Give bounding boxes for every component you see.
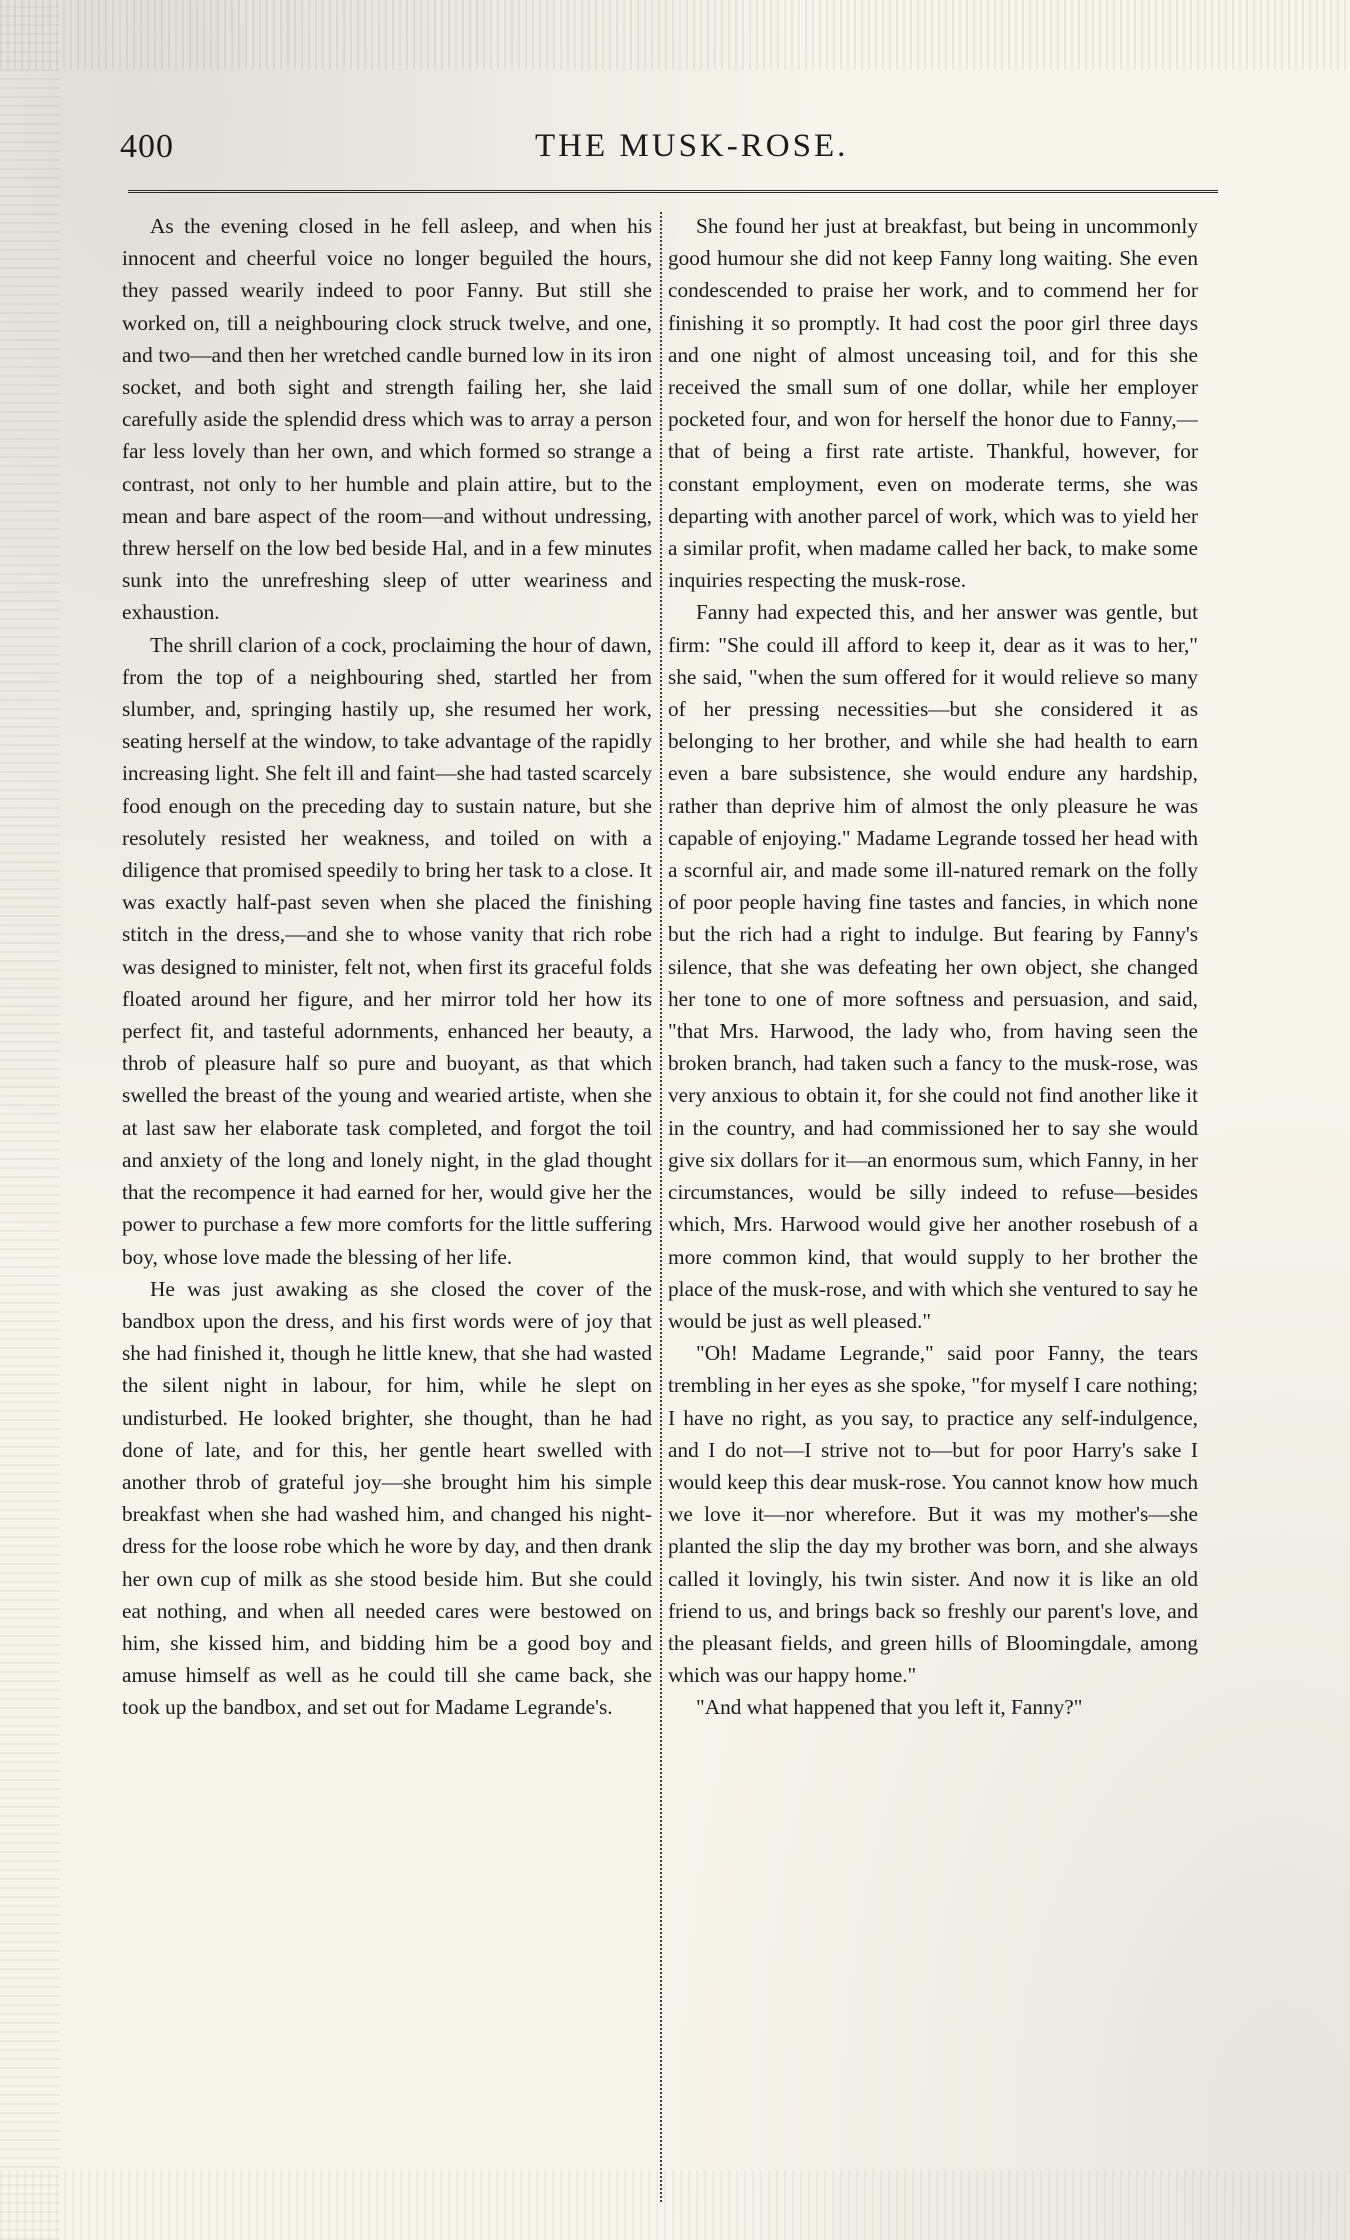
- paragraph: He was just awaking as she closed the cover of the bandbox upon the dress, and his first words were of joy that she had finished it, though he little knew, that she had wasted the silent night in labour, for him, while he slept on undisturbed. He looked brighter, she thought, than he had done of late, and for this, her gentle heart swelled with another throb of grateful joy—she brought him his simple breakfast when she had washed him, and changed his night-dress for the loose robe which he wore by day, and then drank her own cup of milk as she stood beside him. But she could eat nothing, and when all needed cares were bestowed on him, she kissed him, and bidding him be a good boy and amuse himself as well as he could till she came back, she took up the bandbox, and set out for Madame Legrande's.: [122, 1276, 652, 1720]
- header-rule: [128, 190, 1218, 193]
- paragraph: "Oh! Madame Legrande," said poor Fanny, the tears trembling in her eyes as she spoke, "for myself I care nothing; I have no right, as you say, to practice any self-indulgence, and I do not—I strive not to—but for poor Harry's sake I would keep this dear musk-rose. You cannot know how much we love it—nor wherefore. But it was my mother's—she planted the slip the day my brother was born, and she always called it lovingly, his twin sister. And now it is like an old friend to us, and brings back so freshly our parent's love, and the pleasant fields, and green hills of Bloomingdale, among which was our happy home.": [668, 1341, 1198, 1688]
- paragraph: She found her just at breakfast, but being in uncommonly good humour she did not keep Fanny long waiting. She even condescended to praise her work, and to commend her for finishing it so promptly. It had cost the poor girl three days and one night of almost unceasing toil, and for this she received the small sum of one dollar, while her employer pocketed four, and won for herself the honor due to Fanny,—that of being a first rate artiste. Thankful, however, for constant employment, even on moderate terms, she was departing with another parcel of work, which was to yield her a similar profit, when madame called her back, to make some inquiries respecting the musk-rose.: [668, 214, 1198, 593]
- paragraph: The shrill clarion of a cock, proclaiming the hour of dawn, from the top of a neighbouring shed, startled her from slumber, and, springing hastily up, she resumed her work, seating herself at the window, to take advantage of the rapidly increasing light. She felt ill and faint—she had tasted scarcely food enough on the preceding day to sustain nature, but she resolutely resisted her weakness, and toiled on with a diligence that promised speedily to bring her task to a close. It was exactly half-past seven when she placed the finishing stitch in the dress,—and she to whose vanity that rich robe was designed to minister, felt not, when first its graceful folds floated around her figure, and her mirror told her how its perfect fit, and tasteful adornments, enhanced her beauty, a throb of pleasure half so pure and buoyant, as that which swelled the breast of the young and wearied artiste, when she at last saw her elaborate task completed, and forgot the toil and anxiety of the long and lonely night, in the glad thought that the recompence it had earned for her, would give her the power to purchase a few more comforts for the little suffering boy, whose love made the blessing of her life.: [122, 632, 652, 1269]
- paragraph: Fanny had expected this, and her answer was gentle, but firm: "She could ill afford to keep it, dear as it was to her," she said, "when the sum offered for it would relieve so many of her pressing necessities—but she considered it as belonging to her brother, and while she had health to earn even a bare subsistence, she would endure any hardship, rather than deprive him of almost the only pleasure he was capable of enjoying." Madame Legrande tossed her head with a scornful air, and made some ill-natured remark on the folly of poor people having fine tastes and fancies, in which none but the rich had a right to indulge. But fearing by Fanny's silence, that she was defeating her own object, she changed her tone to one of more softness and persuasion, and said, "that Mrs. Harwood, the lady who, from having seen the broken branch, had taken such a fancy to the musk-rose, was very anxious to obtain it, for she could not find another like it in the country, and had commissioned her to say she would give six dollars for it—an enormous sum, which Fanny, in her circumstances, would be silly indeed to refuse—besides which, Mrs. Harwood would give her another rosebush of a more common kind, that would supply to her brother the place of the musk-rose, and with which she ventured to say he would be just as well pleased.": [668, 600, 1198, 1333]
- right-column: [668, 210, 1198, 2180]
- page-number: 400: [120, 128, 174, 165]
- column-divider: [660, 212, 662, 2202]
- scan-noise-bottom: [0, 2170, 1350, 2240]
- scan-noise-top: [0, 0, 1350, 70]
- paragraph: As the evening closed in he fell asleep, and when his innocent and cheerful voice no longer beguiled the hours, they passed wearily indeed to poor Fanny. But still she worked on, till a neighbouring clock struck twelve, and one, and two—and then her wretched candle burned low in its iron socket, and both sight and strength failing her, she laid carefully aside the splendid dress which was to array a person far less lovely than her own, and which formed so strange a contrast, not only to her humble and plain attire, but to the mean and bare aspect of the room—and without undressing, threw herself on the low bed beside Hal, and in a few minutes sunk into the unrefreshing sleep of utter weariness and exhaustion.: [122, 214, 652, 625]
- paragraph: "And what happened that you left it, Fanny?": [696, 1695, 1083, 1720]
- left-column: [122, 210, 652, 2180]
- page-header: [120, 128, 1220, 178]
- scan-noise-left: [0, 0, 60, 2240]
- running-title: THE MUSK-ROSE.: [535, 128, 849, 164]
